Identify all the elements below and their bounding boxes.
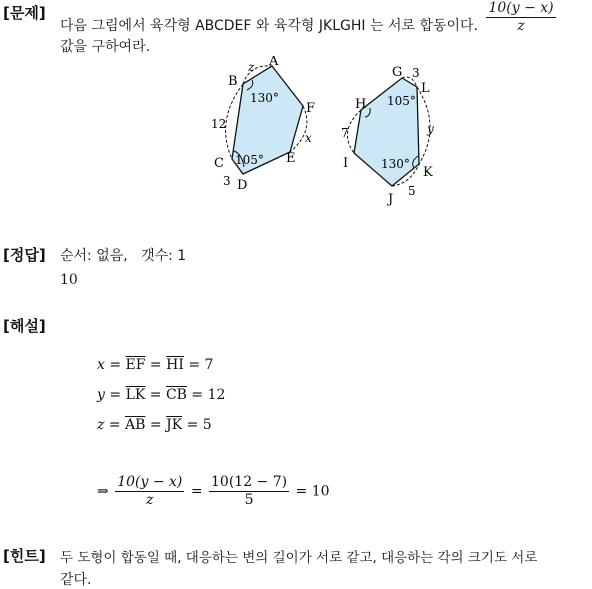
side-bc-label: 12 xyxy=(211,117,227,131)
vertex-l: L xyxy=(421,81,430,96)
vertex-k: K xyxy=(423,165,433,180)
eq3-value: 5 xyxy=(202,417,212,433)
eq3-seg1: $\overline{AB}$ xyxy=(125,417,146,433)
equation-y: $y = \overline{LK} = \overline{CB} = 12$ xyxy=(97,387,226,403)
eq1-value: 7 xyxy=(204,357,214,373)
side-ef-label: x xyxy=(305,131,312,145)
problem-statement xyxy=(60,0,558,35)
angle-h-label: 105° xyxy=(387,94,416,108)
vertex-b: B xyxy=(228,74,238,89)
problem-text-before: 다음 그림에서 육각형 ABCDEF 와 육각형 JKLGHI 는 서로 합동이다. xyxy=(60,17,478,34)
answer-label: [정답] xyxy=(3,246,46,264)
vertex-c: C xyxy=(214,156,224,171)
side-kl-label: y xyxy=(427,122,434,136)
final-frac-1-num: 10(y − x) xyxy=(117,474,183,490)
implies-arrow: ⇒ xyxy=(97,483,109,500)
answer-line-2: 10 xyxy=(60,272,78,288)
answer-line-1: 순서: 없음, 갯수: 1 xyxy=(60,248,187,264)
side-hi-label: 7 xyxy=(341,126,349,140)
problem-fraction xyxy=(486,0,555,35)
problem-frac-num: 10(y − x) xyxy=(488,0,554,16)
eq1-seg2: $\overline{HI}$ xyxy=(166,357,184,373)
hint-line-1: 두 도형이 합동일 때, 대응하는 변의 길이가 서로 같고, 대응하는 각의 크기도 서로 xyxy=(60,550,538,566)
eq2-seg2: $\overline{CB}$ xyxy=(165,387,187,403)
eq3-var: z xyxy=(97,417,105,433)
final-frac-2 xyxy=(209,474,289,509)
vertex-i: I xyxy=(343,156,349,171)
vertex-h: H xyxy=(355,97,367,112)
angle-c-label: 105° xyxy=(235,153,264,167)
vertex-j: J xyxy=(388,192,394,206)
vertex-f: F xyxy=(306,101,316,116)
eq2-value: 12 xyxy=(207,387,226,403)
problem-frac-den: z xyxy=(517,18,525,34)
problem-text-after: 값을 구하여라. xyxy=(60,39,151,55)
final-result: 10 xyxy=(311,483,330,500)
final-equation: ⇒ $\frac{10(y - x)}{z}$ = $\frac{10(12 - 7)}{5}$ = 10 xyxy=(97,474,330,508)
final-frac-2-num: 10(12 − 7) xyxy=(211,474,288,490)
eq2-seg1: $\overline{LK}$ xyxy=(125,387,146,403)
side-ab-label: z xyxy=(248,60,255,74)
eq1-seg1: $\overline{EF}$ xyxy=(125,357,146,373)
explanation-label: [해설] xyxy=(3,317,46,335)
eq2-var: y xyxy=(97,387,105,403)
vertex-a: A xyxy=(269,56,279,69)
eq1-var: x xyxy=(97,357,105,373)
equation-x: $x = \overline{EF} = \overline{HI} = 7$ xyxy=(97,357,214,373)
final-frac-1 xyxy=(115,474,184,509)
problem-label: [문제] xyxy=(3,4,46,22)
hint-label: [힌트] xyxy=(3,547,46,565)
side-gl-label: 3 xyxy=(412,66,420,80)
vertex-e: E xyxy=(286,151,296,166)
angle-k-label: 130° xyxy=(381,157,410,171)
eq3-seg2: $\overline{JK}$ xyxy=(166,417,183,433)
final-frac-1-den: z xyxy=(146,492,154,508)
vertex-d: D xyxy=(237,178,248,193)
angle-b-label: 130° xyxy=(250,91,279,105)
equation-z: $z = \overline{AB} = \overline{JK} = 5$ xyxy=(97,417,212,433)
side-jk-label: 5 xyxy=(408,184,416,198)
hexagon-figure xyxy=(210,56,470,206)
hint-line-2: 같다. xyxy=(60,572,92,588)
final-frac-2-den: 5 xyxy=(244,492,254,508)
vertex-g: G xyxy=(392,65,403,80)
side-cd-label: 3 xyxy=(223,174,231,188)
